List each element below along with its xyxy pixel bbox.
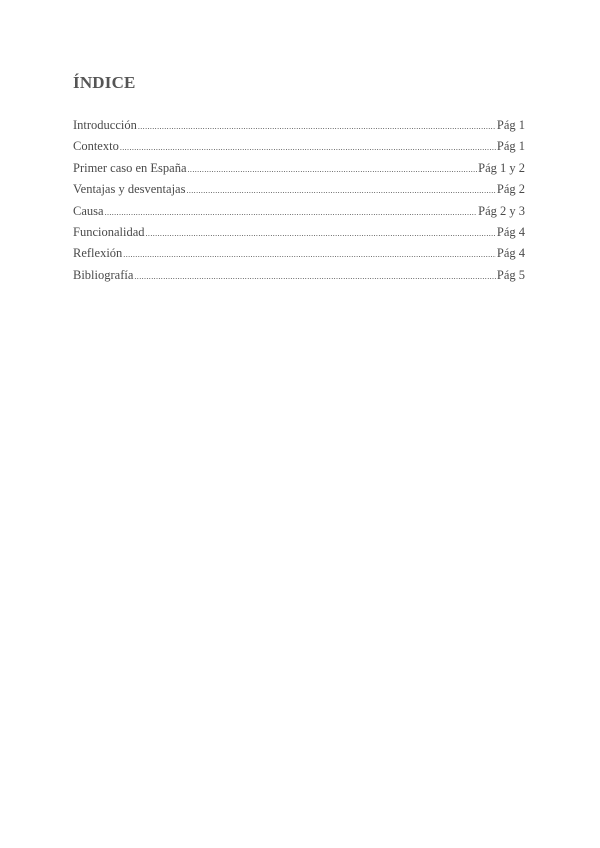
toc-entry-page: Pág 1 y 2 [478,160,525,175]
toc-leader-dots [186,180,495,200]
toc-entry-label: Funcionalidad [73,224,145,239]
toc-entry-label: Ventajas y desventajas [73,182,186,197]
toc-entry-page: Pág 2 [496,182,525,197]
toc-entry [73,136,525,157]
toc-entry [73,243,525,264]
toc-entry [73,115,525,136]
toc-entry-page: Pág 4 [496,246,525,261]
toc-entry-page: Pág 5 [496,267,525,282]
toc-leader-dots [188,159,478,179]
toc-entry [73,158,525,179]
toc-entry [73,265,525,286]
table-of-contents [73,115,525,286]
toc-leader-dots [134,266,495,286]
toc-entry-label: Introducción [73,118,137,132]
toc-entry-label: Primer caso en España [73,160,187,175]
toc-entry-page: Pág 1 [496,118,525,132]
toc-entry [73,222,525,243]
toc-entry [73,201,525,222]
toc-leader-dots [120,137,496,157]
page-title: ÍNDICE [73,73,136,92]
toc-entry-label: Contexto [73,139,119,154]
toc-entry [73,179,525,200]
toc-entry-page: Pág 1 [496,139,525,154]
toc-leader-dots [138,116,496,136]
toc-leader-dots [123,244,496,264]
toc-entry-page: Pág 2 y 3 [478,203,525,218]
toc-entry-page: Pág 4 [496,224,525,239]
toc-entry-label: Reflexión [73,246,123,261]
toc-entry-label: Bibliografía [73,267,134,282]
toc-leader-dots [105,202,478,222]
toc-entry-label: Causa [73,203,104,218]
toc-leader-dots [146,223,496,243]
